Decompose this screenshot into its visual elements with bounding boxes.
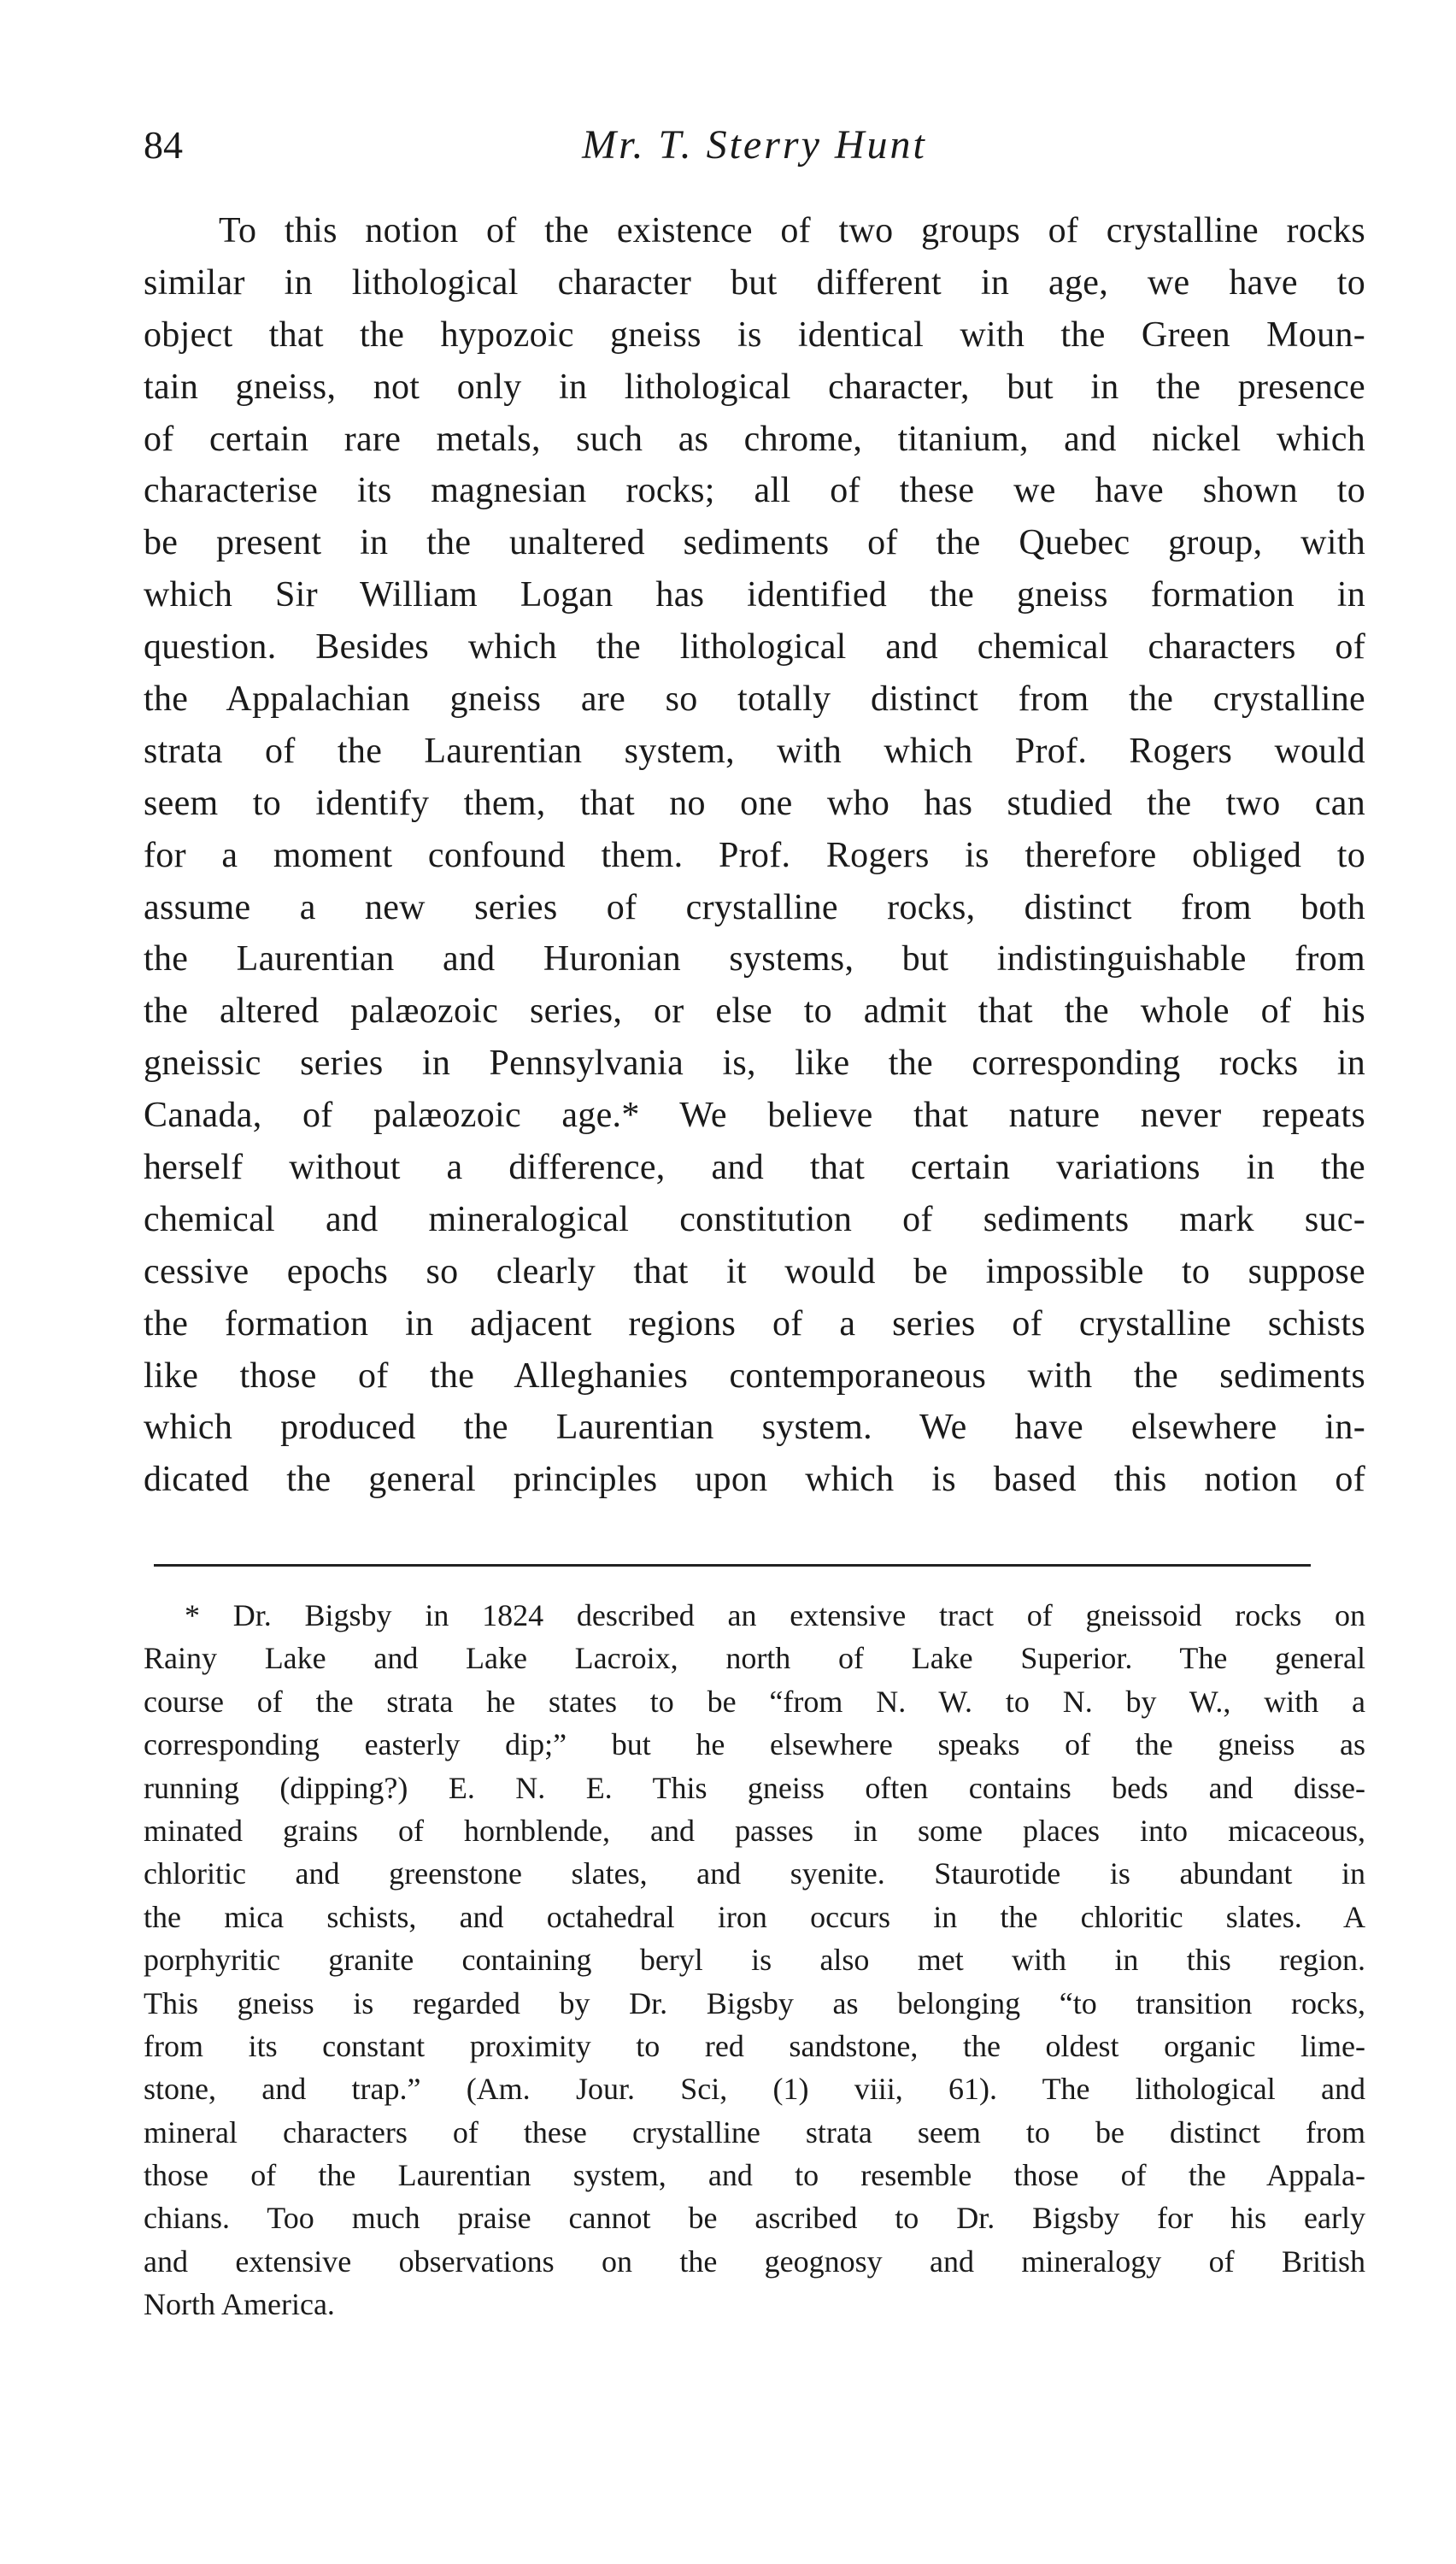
body-line: chemical and mineralogical constitution of sediments mark suc- (144, 1199, 1365, 1239)
footnote-line: minated grains of hornblende, and passes in some places into micaceous, (144, 1813, 1365, 1848)
body-line: cessive epochs so clearly that it would be impossible to suppose (144, 1251, 1365, 1291)
page-header (144, 120, 1365, 188)
body-line: tain gneiss, not only in lithological character, but in the presence (144, 367, 1365, 407)
footnote-line: North America. (144, 2287, 335, 2322)
footnote-line: those of the Laurentian system, and to resemble those of the Appala- (144, 2158, 1365, 2193)
footnote-line: Rainy Lake and Lake Lacroix, north of Lake Superior. The general (144, 1641, 1365, 1676)
footnote-line: This gneiss is regarded by Dr. Bigsby as belonging “to transition rocks, (144, 1985, 1365, 2020)
body-line: To this notion of the existence of two groups of crystalline rocks (219, 211, 1365, 250)
body-line: the Laurentian and Huronian systems, but indistinguishable from (144, 939, 1365, 979)
running-head: Mr. T. Sterry Hunt (582, 122, 927, 168)
body-line: be present in the unaltered sediments of the Quebec group, with (144, 523, 1365, 563)
body-line: which produced the Laurentian system. We have elsewhere in- (144, 1408, 1365, 1448)
page-number: 84 (144, 123, 183, 167)
body-line: assume a new series of crystalline rocks, distinct from both (144, 887, 1365, 927)
footnote-line: porphyritic granite containing beryl is also met with in this region. (144, 1943, 1365, 1978)
footnote-line: chians. Too much praise cannot be ascribed to Dr. Bigsby for his early (144, 2201, 1365, 2236)
footnote-line: running (dipping?) E. N. E. This gneiss often contains beds and disse- (144, 1770, 1365, 1805)
footnote-line: corresponding easterly dip;” but he elsewhere speaks of the gneiss as (144, 1727, 1365, 1762)
body-line: characterise its magnesian rocks; all of these we have shown to (144, 471, 1365, 511)
body-line: similar in lithological character but different in age, we have to (144, 262, 1365, 303)
footnote-line: * Dr. Bigsby in 1824 described an extensive tract of gneissoid rocks on (185, 1598, 1365, 1632)
body-line: strata of the Laurentian system, with which Prof. Rogers would (144, 731, 1365, 771)
body-line: for a moment confound them. Prof. Rogers is therefore obliged to (144, 835, 1365, 875)
body-line: the Appalachian gneiss are so totally distinct from the crystalline (144, 679, 1365, 720)
body-line: the formation in adjacent regions of a series of crystalline schists (144, 1303, 1365, 1344)
body-line: herself without a difference, and that certain variations in the (144, 1148, 1365, 1188)
body-line: the altered palæozoic series, or else to admit that the whole of his (144, 991, 1365, 1032)
footnote-line: course of the strata he states to be “from N. W. to N. by W., with a (144, 1684, 1365, 1719)
body-paragraph (144, 205, 1365, 1506)
footnote-line: from its constant proximity to red sandstone, the oldest organic lime- (144, 2028, 1365, 2063)
footnote-line: the mica schists, and octahedral iron occurs in the chloritic slates. A (144, 1899, 1365, 1934)
body-line: seem to identify them, that no one who has studied the two can (144, 783, 1365, 823)
body-line: dicated the general principles upon which is based this notion of (144, 1460, 1365, 1500)
footnote-divider (154, 1564, 1311, 1567)
footnote-line: stone, and trap.” (Am. Jour. Sci, (1) viii, 61). The lithological and (144, 2072, 1365, 2107)
body-line: gneissic series in Pennsylvania is, like the corresponding rocks in (144, 1044, 1365, 1084)
body-line: question. Besides which the lithological and chemical characters of (144, 627, 1365, 667)
body-line: which Sir William Logan has identified the gneiss formation in (144, 575, 1365, 615)
footnote (144, 1594, 1365, 2326)
body-line: Canada, of palæozoic age.* We believe that nature never repeats (144, 1096, 1365, 1136)
footnote-line: and extensive observations on the geognosy and mineralogy of British (144, 2244, 1365, 2279)
footnote-line: chloritic and greenstone slates, and syenite. Staurotide is abundant in (144, 1856, 1365, 1891)
body-line: object that the hypozoic gneiss is identical with the Green Moun- (144, 315, 1365, 355)
body-line: like those of the Alleghanies contemporaneous with the sediments (144, 1356, 1365, 1396)
footnote-line: mineral characters of these crystalline strata seem to be distinct from (144, 2114, 1365, 2149)
body-line: of certain rare metals, such as chrome, titanium, and nickel which (144, 419, 1365, 459)
